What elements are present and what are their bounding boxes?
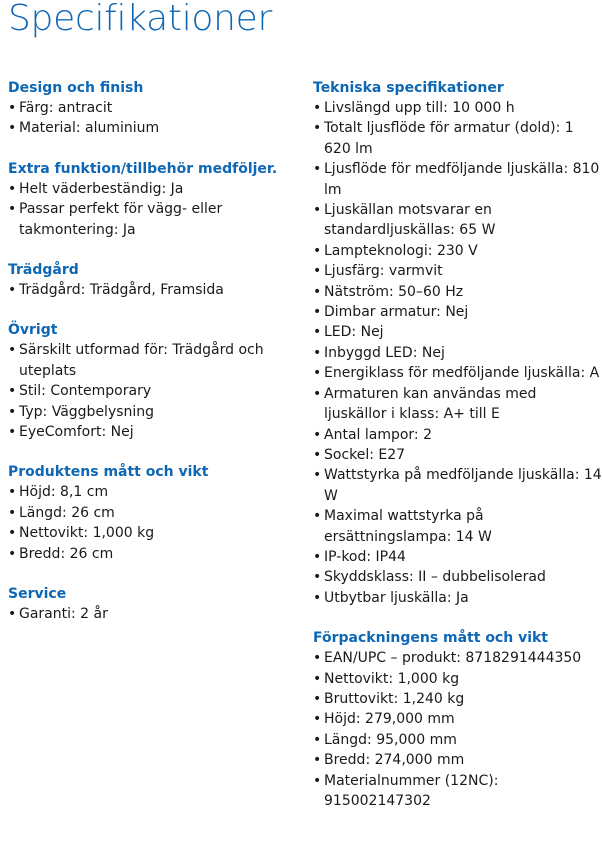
- spec-item: • Garanti: 2 år: [8, 604, 298, 624]
- section-heading: Produktens mått och vikt: [8, 464, 209, 481]
- spec-item: • Antal lampor: 2: [313, 425, 602, 445]
- spec-item: • IP-kod: IP44: [313, 547, 602, 567]
- spec-section-service: [8, 584, 298, 624]
- spec-list: [8, 280, 298, 300]
- spec-item: • Ljusfärg: varmvit: [313, 261, 602, 281]
- spec-item: • Stil: Contemporary: [8, 381, 298, 401]
- spec-item: • Energiklass för medföljande ljuskälla: A: [313, 363, 602, 383]
- spec-item: • Färg: antracit: [8, 98, 298, 118]
- spec-item: • Ljuskällan motsvarar en standardljuskällas: 65 W: [313, 200, 602, 241]
- right-column: [313, 78, 602, 831]
- spec-item: • Bredd: 274,000 mm: [313, 750, 602, 770]
- spec-item: • Särskilt utformad för: Trädgård och uteplats: [8, 340, 298, 381]
- spec-section-tradgard: [8, 260, 298, 300]
- spec-item: • Material: aluminium: [8, 118, 298, 138]
- spec-item: • Höjd: 279,000 mm: [313, 709, 602, 729]
- spec-item: • Utbytbar ljuskälla: Ja: [313, 588, 602, 608]
- section-heading: Service: [8, 586, 67, 603]
- spec-section-design-och-finish: [8, 78, 298, 139]
- spec-item: • Maximal wattstyrka på ersättningslampa: 14 W: [313, 506, 602, 547]
- spec-item: • Längd: 95,000 mm: [313, 730, 602, 750]
- spec-item: • Inbyggd LED: Nej: [313, 343, 602, 363]
- spec-item: • Typ: Väggbelysning: [8, 402, 298, 422]
- section-heading: Design och finish: [8, 80, 144, 96]
- spec-item: • Bredd: 26 cm: [8, 544, 298, 564]
- spec-section-tekniska-specifikationer: [313, 78, 602, 608]
- spec-item: • Wattstyrka på medföljande ljuskälla: 14 W: [313, 465, 602, 506]
- spec-list: [313, 648, 602, 811]
- spec-item: • EAN/UPC – produkt: 8718291444350: [313, 648, 602, 668]
- section-heading: Extra funktion/tillbehör medföljer.: [8, 160, 278, 177]
- spec-item: • Bruttovikt: 1,240 kg: [313, 689, 602, 709]
- spec-list: [8, 179, 298, 240]
- spec-list: [8, 604, 298, 624]
- left-column: [8, 78, 298, 645]
- spec-item: • EyeComfort: Nej: [8, 422, 298, 442]
- spec-item: • Passar perfekt för vägg- eller takmontering: Ja: [8, 199, 298, 240]
- section-heading: Övrigt: [8, 322, 58, 339]
- spec-section-forpackningens-matt-och-vikt: [313, 628, 602, 811]
- spec-item: • Lampteknologi: 230 V: [313, 241, 602, 261]
- spec-list: [8, 340, 298, 442]
- section-heading: Trädgård: [8, 262, 79, 279]
- spec-section-produktens-matt-och-vikt: [8, 462, 298, 564]
- spec-item: • Livslängd upp till: 10 000 h: [313, 98, 602, 118]
- page-title: Specifikationer: [8, 0, 273, 39]
- section-heading: Tekniska specifikationer: [313, 80, 504, 96]
- spec-item: • Materialnummer (12NC): 915002147302: [313, 771, 602, 812]
- spec-item: • Skyddsklass: II – dubbelisolerad: [313, 567, 602, 587]
- spec-item: • Sockel: E27: [313, 445, 602, 465]
- spec-item: • Helt väderbeständig: Ja: [8, 179, 298, 199]
- spec-list: [8, 98, 298, 139]
- spec-item: • Längd: 26 cm: [8, 503, 298, 523]
- spec-item: • Höjd: 8,1 cm: [8, 482, 298, 502]
- spec-section-ovrigt: [8, 320, 298, 442]
- spec-item: • Nettovikt: 1,000 kg: [8, 523, 298, 543]
- spec-section-extra-funktion-tillbehor-medfoljer: [8, 159, 298, 240]
- spec-item: • Armaturen kan användas med ljuskällor i klass: A+ till E: [313, 384, 602, 425]
- spec-item: • Nettovikt: 1,000 kg: [313, 669, 602, 689]
- spec-item: • Dimbar armatur: Nej: [313, 302, 602, 322]
- spec-item: • Trädgård: Trädgård, Framsida: [8, 280, 298, 300]
- spec-item: • Nätström: 50–60 Hz: [313, 282, 602, 302]
- spec-item: • LED: Nej: [313, 322, 602, 342]
- spec-list: [8, 482, 298, 564]
- spec-item: • Totalt ljusflöde för armatur (dold): 1 620 lm: [313, 118, 602, 159]
- section-heading: Förpackningens mått och vikt: [313, 630, 548, 647]
- spec-item: • Ljusflöde för medföljande ljuskälla: 810 lm: [313, 159, 602, 200]
- spec-list: [313, 98, 602, 608]
